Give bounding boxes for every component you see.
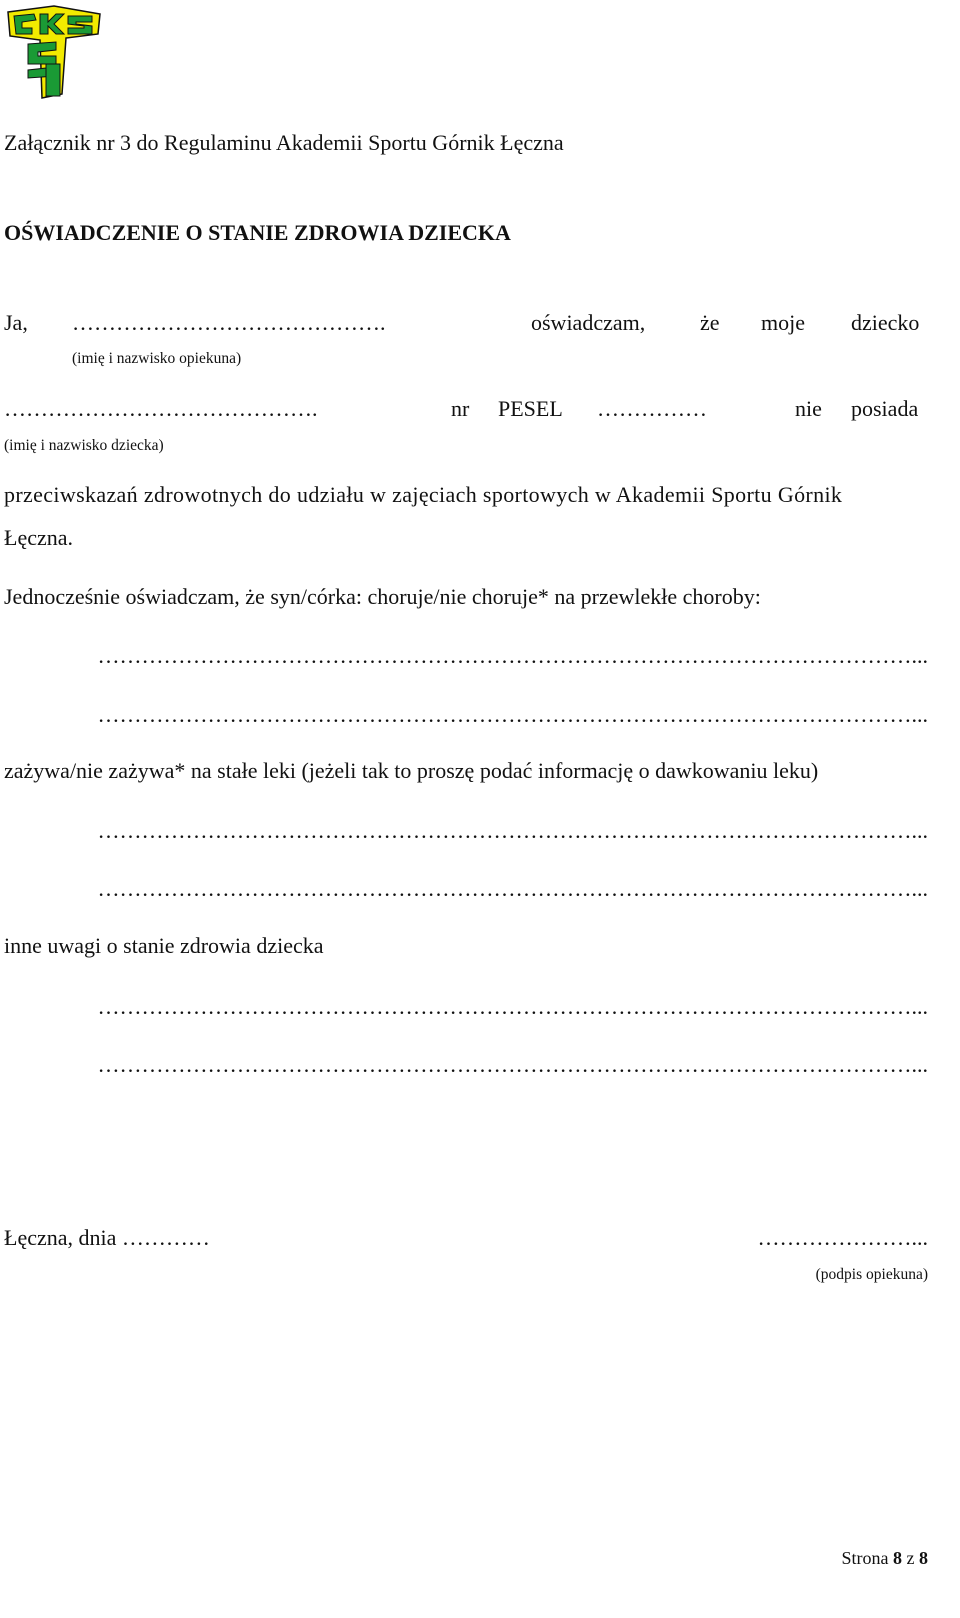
other-remarks-line-2[interactable]: …………………………………………………………………………………………………... bbox=[97, 1052, 928, 1077]
word-dziecko: dziecko bbox=[851, 310, 920, 335]
child-name-caption: (imię i nazwisko dziecka) bbox=[4, 437, 164, 454]
child-name-field[interactable]: ……………………………………. bbox=[4, 396, 318, 421]
page-current: 8 bbox=[893, 1548, 902, 1568]
word-nr: nr bbox=[451, 396, 470, 421]
word-pesel: PESEL bbox=[498, 396, 563, 421]
club-logo bbox=[6, 4, 102, 100]
gks-logo-graphic bbox=[6, 4, 102, 100]
word-oswiadczam: oświadczam, bbox=[531, 310, 646, 335]
contraindications-line-a: przeciwskazań zdrowotnych do udziału w zajęciach sportowych w Akademii Sportu Górnik bbox=[4, 482, 843, 507]
contraindications-line-b: Łęczna. bbox=[4, 525, 73, 550]
page-label: Strona bbox=[841, 1548, 889, 1568]
other-remarks-label: inne uwagi o stanie zdrowia dziecka bbox=[4, 933, 324, 958]
word-nie: nie bbox=[795, 396, 822, 421]
page-total: 8 bbox=[919, 1548, 928, 1568]
medication-statement: zażywa/nie zażywa* na stałe leki (jeżeli tak to proszę podać informację o dawkowaniu leku) bbox=[4, 758, 819, 783]
annex-header: Załącznik nr 3 do Regulaminu Akademii Sportu Górnik Łęczna bbox=[4, 130, 564, 155]
page-of: z bbox=[906, 1548, 915, 1568]
ja-word: Ja, bbox=[4, 310, 28, 335]
medication-line-1[interactable]: …………………………………………………………………………………………………... bbox=[97, 818, 928, 843]
page-number bbox=[842, 1548, 929, 1569]
pesel-field[interactable]: …………… bbox=[597, 396, 707, 421]
word-ze: że bbox=[700, 310, 720, 335]
signature-field[interactable]: …………………... bbox=[757, 1225, 928, 1250]
chronic-diseases-statement: Jednocześnie oświadczam, że syn/córka: choruje/nie choruje* na przewlekłe choroby: bbox=[4, 584, 761, 609]
word-moje: moje bbox=[761, 310, 805, 335]
chronic-diseases-line-2[interactable]: …………………………………………………………………………………………………... bbox=[97, 702, 928, 727]
word-posiada: posiada bbox=[851, 396, 919, 421]
chronic-diseases-line-1[interactable]: …………………………………………………………………………………………………... bbox=[97, 643, 928, 668]
medication-line-2[interactable]: …………………………………………………………………………………………………... bbox=[97, 876, 928, 901]
guardian-name-caption: (imię i nazwisko opiekuna) bbox=[72, 350, 242, 367]
guardian-name-field[interactable]: ……………………………………. bbox=[72, 310, 386, 335]
signature-caption: (podpis opiekuna) bbox=[815, 1266, 928, 1283]
other-remarks-line-1[interactable]: …………………………………………………………………………………………………... bbox=[97, 994, 928, 1019]
document-title: OŚWIADCZENIE O STANIE ZDROWIA DZIECKA bbox=[4, 220, 511, 245]
place-and-date[interactable]: Łęczna, dnia ………… bbox=[4, 1225, 210, 1250]
